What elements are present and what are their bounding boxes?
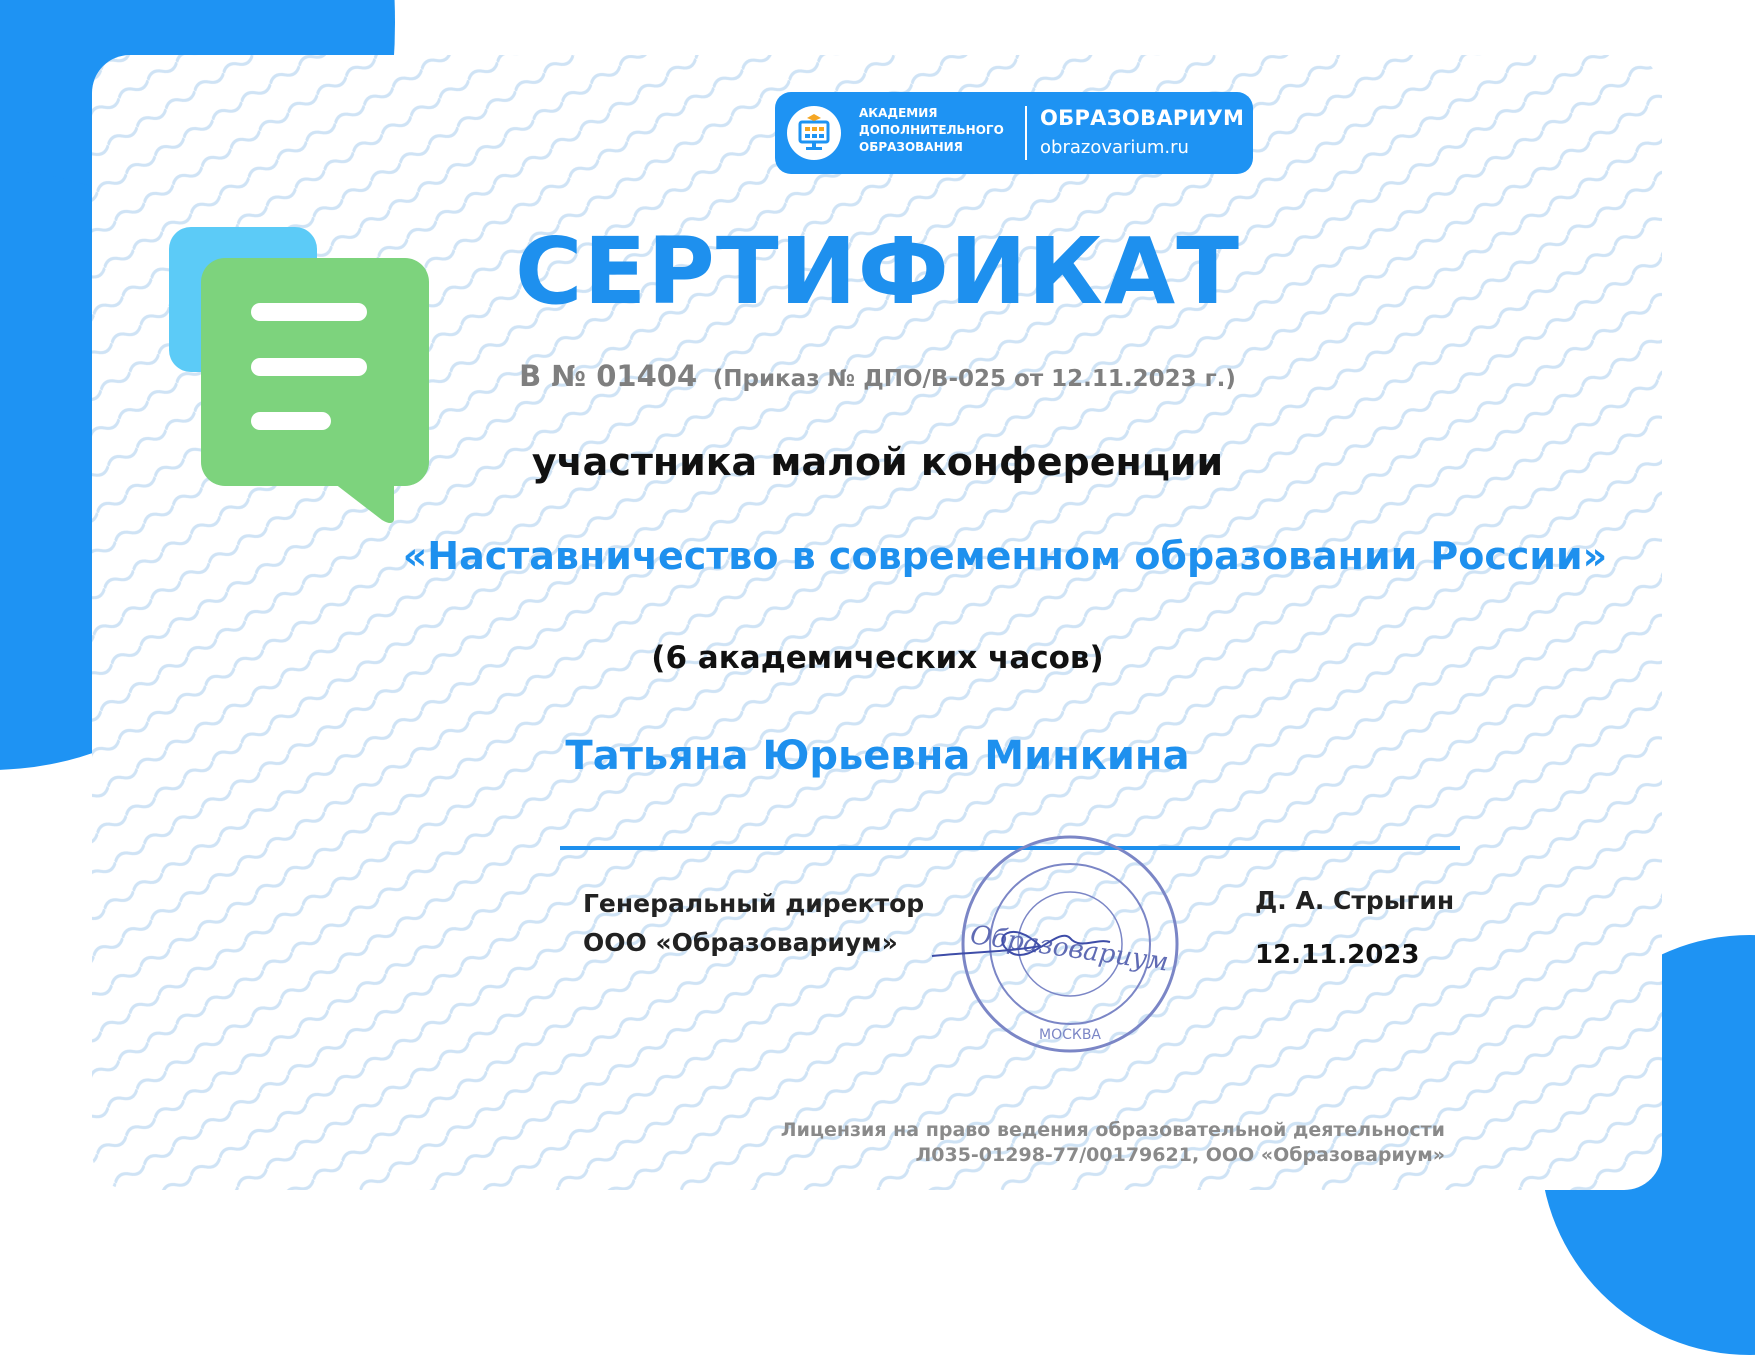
- stamp-city-text: МОСКВА: [1039, 1027, 1101, 1043]
- company-stamp: [920, 826, 1220, 1066]
- certificate-number-line: [0, 359, 1755, 393]
- signatory-name: Д. А. Стрыгин: [1255, 886, 1455, 915]
- license-info: [700, 1118, 1445, 1168]
- license-number-line: Л035-01298-77/00179621, ООО «Образовариум»: [915, 1144, 1445, 1166]
- signatory-position-line: Генеральный директор: [583, 889, 925, 918]
- recipient-name: Татьяна Юрьевна Минкина: [565, 733, 1190, 779]
- academy-name-line: ОБРАЗОВАНИЯ: [859, 140, 963, 154]
- chat-line: [251, 412, 331, 430]
- certificate-title: СЕРТИФИКАТ: [515, 218, 1240, 325]
- academy-logo-icon: [787, 106, 841, 160]
- academy-name-line: АКАДЕМИЯ: [859, 106, 938, 120]
- certificate-number: В № 01404: [519, 359, 698, 393]
- course-hours: (6 академических часов): [651, 640, 1104, 676]
- brand-site: obrazovarium.ru: [1040, 137, 1189, 158]
- academy-logo: [775, 92, 1253, 174]
- issue-date: 12.11.2023: [1255, 940, 1420, 970]
- certificate-subtitle: участника малой конференции: [531, 440, 1224, 484]
- board-icon: [787, 106, 841, 160]
- chat-bubble-tail: [330, 480, 400, 525]
- logo-divider: [1025, 106, 1027, 160]
- academy-name-line: ДОПОЛНИТЕЛЬНОГО: [859, 123, 1004, 137]
- brand-name: ОБРАЗОВАРИУМ: [1040, 106, 1245, 130]
- course-name: «Наставничество в современном образовании России»: [402, 534, 1608, 578]
- signatory-company-line: ООО «Образовариум»: [583, 928, 898, 957]
- order-reference: (Приказ № ДПО/В-025 от 12.11.2023 г.): [712, 366, 1236, 392]
- stamp-center-text: Образовариум: [968, 920, 1171, 978]
- signatory-position: [583, 884, 924, 962]
- license-line: Лицензия на право ведения образовательной деятельности: [780, 1119, 1445, 1141]
- academy-name: [859, 105, 1019, 156]
